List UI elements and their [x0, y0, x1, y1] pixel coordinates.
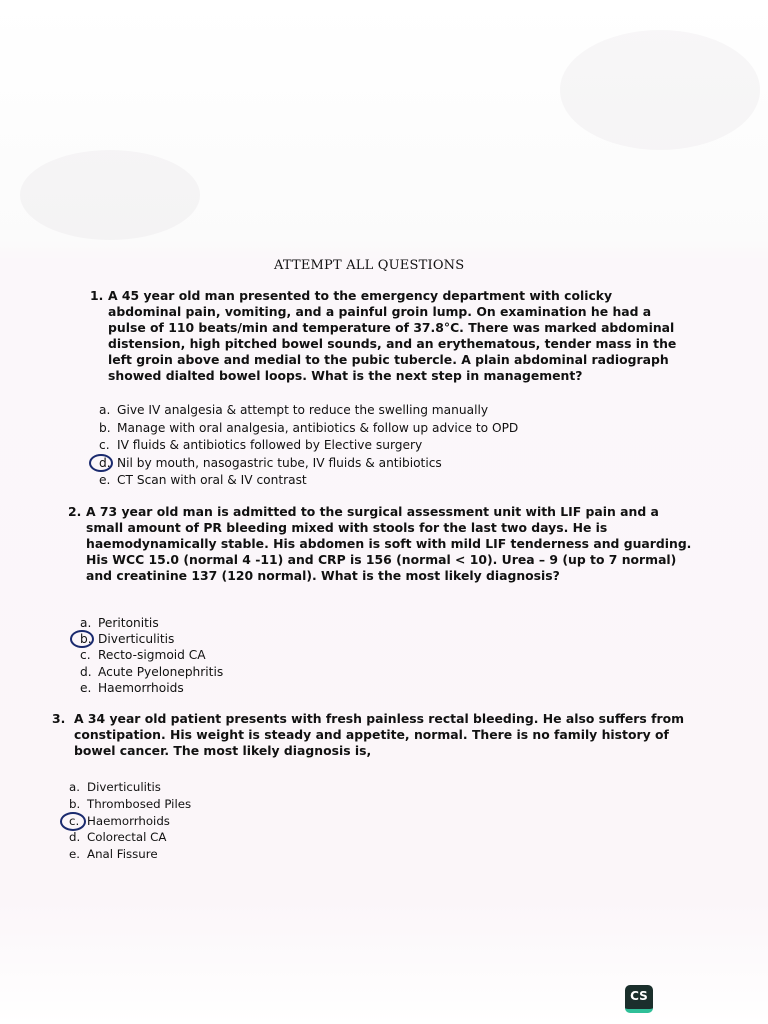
answer-options-2 — [80, 615, 223, 696]
pen-circle-mark — [89, 454, 113, 472]
question-number: 1. — [90, 288, 104, 303]
option-3e: e. Anal Fissure — [69, 847, 158, 862]
scan-smudge — [560, 30, 760, 150]
option-1b: b. Manage with oral analgesia, antibiotics & follow up advice to OPD — [99, 420, 519, 435]
option-3a: a. Diverticulitis — [69, 780, 161, 794]
answer-options-1 — [99, 402, 518, 490]
camscanner-logo-icon: CS — [625, 985, 653, 1013]
scan-smudge — [20, 150, 200, 240]
option-3d: d. Colorectal CA — [69, 830, 167, 845]
answer-options-3 — [69, 779, 191, 863]
question-3 — [52, 711, 692, 759]
question-text: A 45 year old man presented to the emergency department with colicky abdominal pain, vomiting, and a painful groin lump. On examination he had a pulse of 110 beats/min and temperature of 37.8°C. There was marked abdominal distension, high pitched bowel sounds, and an erythematous, tender mass in the left groin above and medial to the pubic tubercle. A plain abdominal radiograph showed dialted bowel loops. What is the next step in management? — [108, 288, 677, 383]
option-2e: e. Haemorrhoids — [80, 680, 184, 695]
option-2b: b. Diverticulitis — [80, 631, 223, 647]
option-3b: b. Thrombosed Piles — [69, 796, 192, 811]
option-1a: a. Give IV analgesia & attempt to reduce the swelling manually — [99, 403, 489, 417]
option-2a: a. Peritonitis — [80, 616, 159, 630]
question-number: 3. — [52, 711, 66, 726]
option-1c: c. IV fluids & antibiotics followed by Elective surgery — [99, 438, 423, 452]
page-title: ATTEMPT ALL QUESTIONS — [274, 258, 465, 273]
option-1d: d. Nil by mouth, nasogastric tube, IV fluids & antibiotics — [99, 455, 518, 473]
pen-circle-mark — [60, 812, 86, 831]
question-1 — [90, 288, 680, 384]
option-2d: d. Acute Pyelonephritis — [80, 664, 224, 679]
question-number: 2. — [68, 504, 82, 519]
question-2 — [68, 504, 693, 584]
option-2c: c. Recto-sigmoid CA — [80, 648, 206, 663]
question-text: A 34 year old patient presents with fresh painless rectal bleeding. He also suffers from constipation. His weight is steady and appetite, normal. There is no family history of bowel cancer. The most likely diagnosis is, — [74, 711, 685, 758]
option-1e: e. CT Scan with oral & IV contrast — [99, 473, 307, 487]
question-text: A 73 year old man is admitted to the surgical assessment unit with LIF pain and a small amount of PR bleeding mixed with stools for the last two days. He is haemodynamically stable. His abdomen is soft with mild LIF tenderness and guarding. His WCC 15.0 (normal 4 -11) and CRP is 156 (normal < 10). Urea – 9 (up to 7 normal) and creatinine 137 (120 normal). What is the most likely diagnosis? — [86, 504, 692, 583]
option-3c: c. Haemorrhoids — [69, 813, 191, 830]
